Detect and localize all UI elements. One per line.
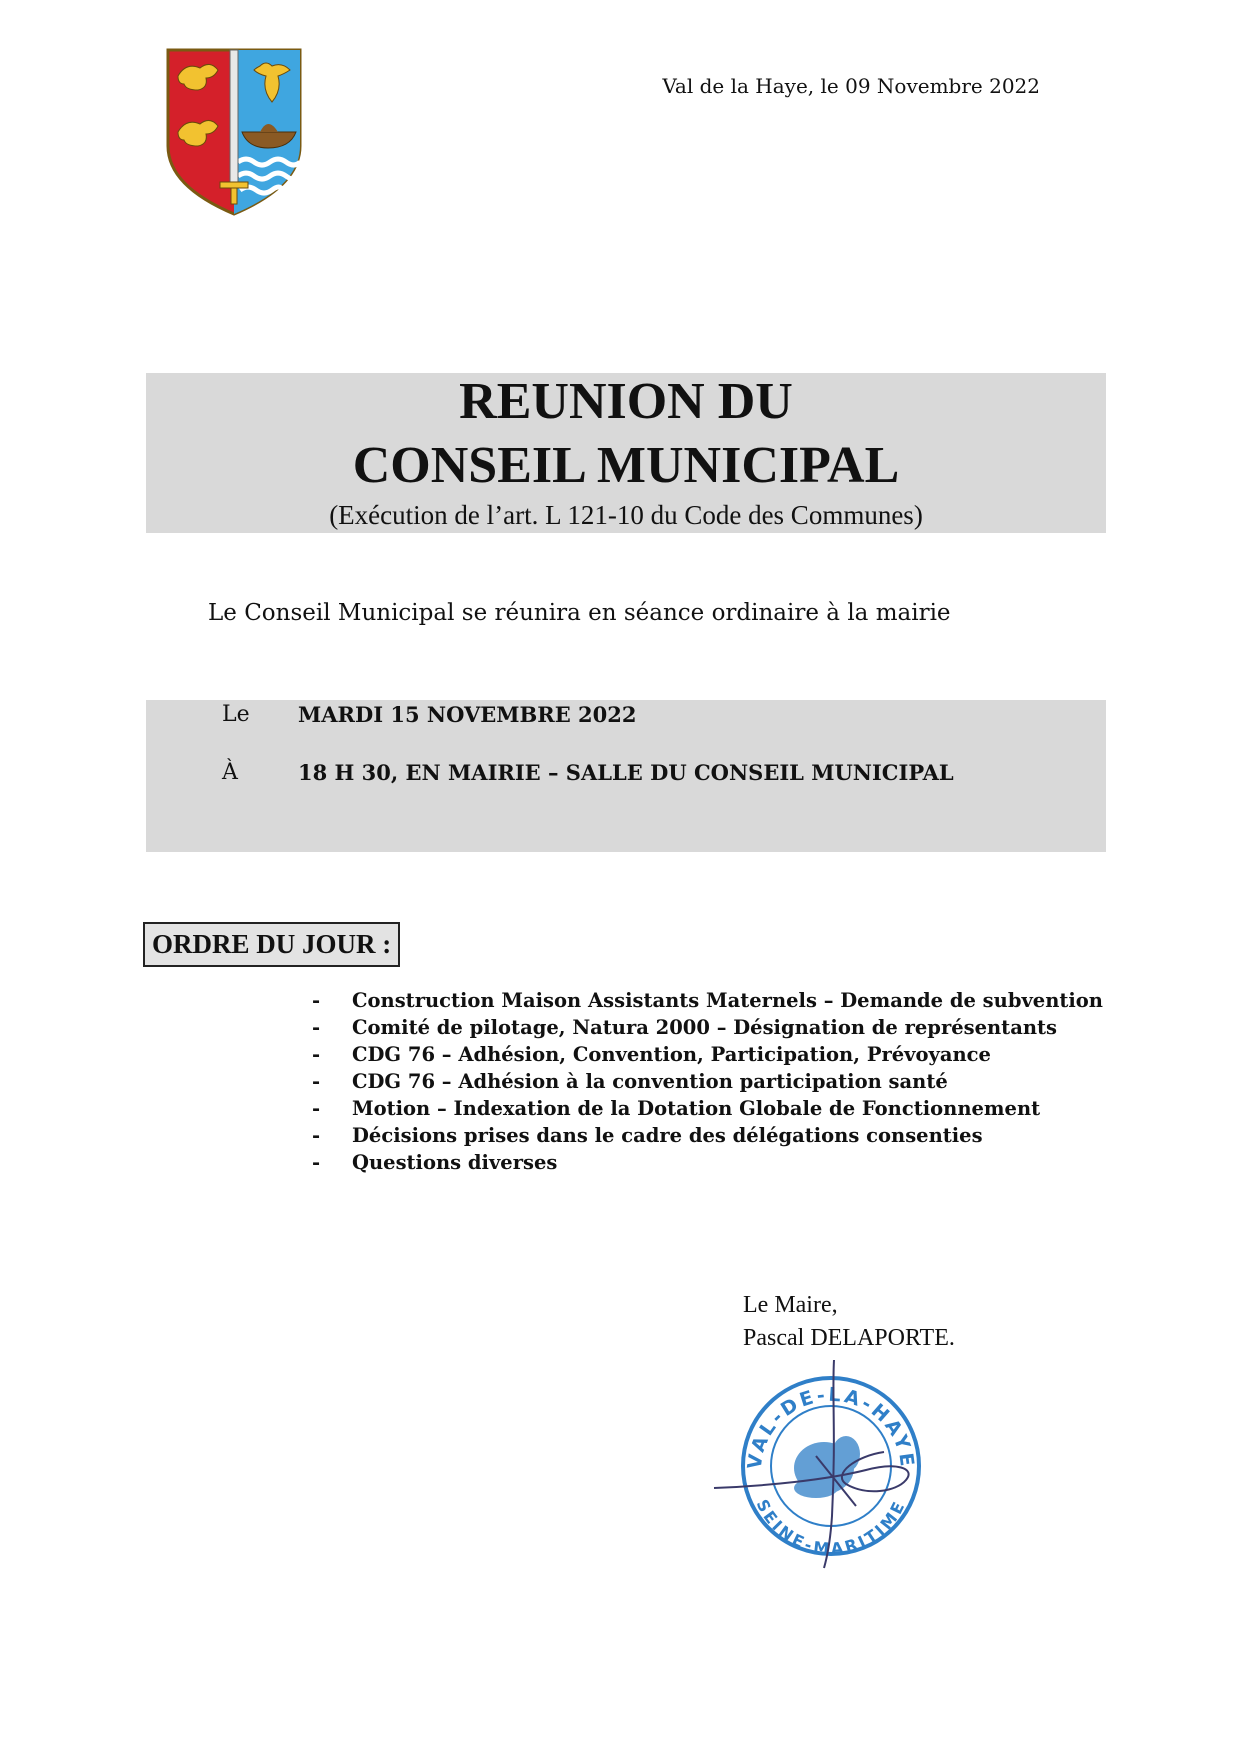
agenda-item-label: CDG 76 – Adhésion à la convention participation santé <box>352 1070 948 1093</box>
agenda-list <box>312 987 1103 1176</box>
svg-text:SEINE-MARITIME: SEINE-MARITIME <box>752 1496 910 1559</box>
coat-of-arms-icon <box>164 46 304 218</box>
agenda-item-label: Motion – Indexation de la Dotation Globale de Fonctionnement <box>352 1097 1041 1120</box>
date-label: Le <box>222 702 250 727</box>
bullet-dash: - <box>312 1016 321 1039</box>
document-title-line-2: CONSEIL MUNICIPAL <box>352 437 900 494</box>
place-label: À <box>222 760 238 785</box>
bullet-dash: - <box>312 1124 321 1147</box>
signatory-title: Le Maire, <box>743 1292 838 1318</box>
document-subtitle: (Exécution de l’art. L 121-10 du Code des Communes) <box>329 500 923 530</box>
document-date: Val de la Haye, le 09 Novembre 2022 <box>662 74 1040 98</box>
agenda-item-label: Comité de pilotage, Natura 2000 – Désignation de représentants <box>352 1016 1057 1039</box>
list-item <box>312 1068 1103 1095</box>
list-item <box>312 1122 1103 1149</box>
meeting-date: MARDI 15 NOVEMBRE 2022 <box>298 702 637 727</box>
agenda-heading: ORDRE DU JOUR : <box>143 922 400 967</box>
intro-paragraph: Le Conseil Municipal se réunira en séance ordinaire à la mairie <box>208 600 951 626</box>
list-item <box>312 1149 1103 1176</box>
bullet-dash: - <box>312 1097 321 1120</box>
bullet-dash: - <box>312 989 321 1012</box>
signatory-name: Pascal DELAPORTE. <box>743 1325 955 1351</box>
bullet-dash: - <box>312 1043 321 1066</box>
bullet-dash: - <box>312 1070 321 1093</box>
list-item <box>312 987 1103 1014</box>
svg-text:VAL-DE-LA-HAYE: VAL-DE-LA-HAYE <box>743 1383 919 1471</box>
official-seal-icon <box>706 1356 956 1576</box>
list-item <box>312 1041 1103 1068</box>
list-item <box>312 1095 1103 1122</box>
agenda-item-label: Questions diverses <box>352 1151 558 1174</box>
agenda-item-label: CDG 76 – Adhésion, Convention, Participation, Prévoyance <box>352 1043 991 1066</box>
bullet-dash: - <box>312 1151 321 1174</box>
meeting-time-place: 18 H 30, EN MAIRIE – SALLE DU CONSEIL MUNICIPAL <box>298 760 954 785</box>
list-item <box>312 1014 1103 1041</box>
document-title-line-1: REUNION DU <box>459 373 793 430</box>
agenda-item-label: Décisions prises dans le cadre des délégations consenties <box>352 1124 983 1147</box>
agenda-item-label: Construction Maison Assistants Maternels – Demande de subvention <box>352 989 1103 1012</box>
